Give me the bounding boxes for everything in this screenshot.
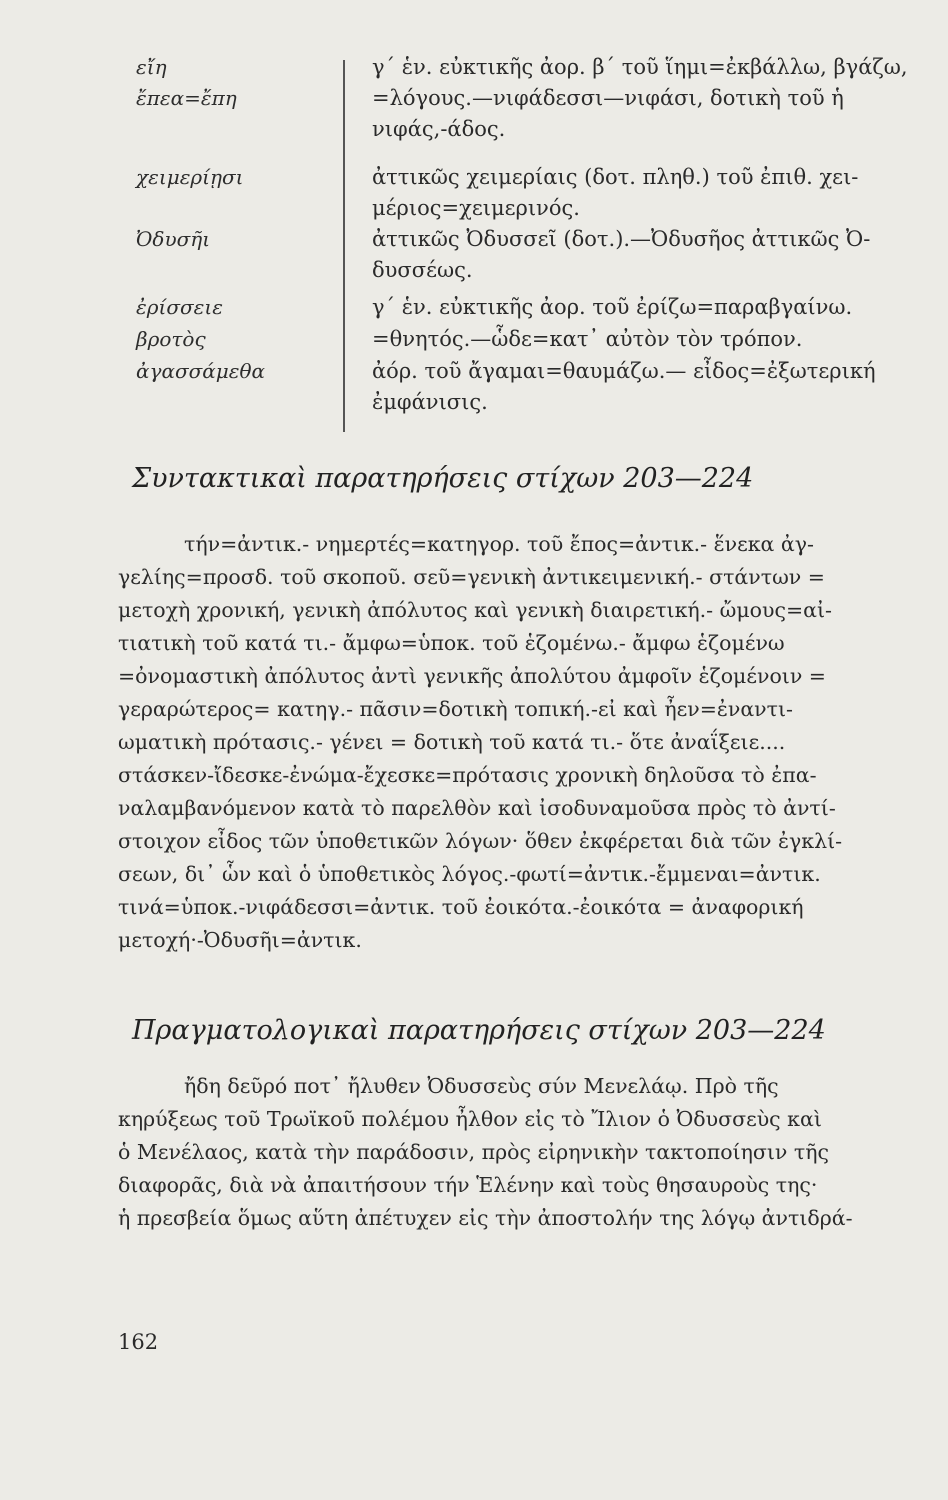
page-number: 162 bbox=[118, 1330, 159, 1354]
text-line: τινά=ὑποκ.-νιφάδεσσι=ἀντικ. τοῦ ἐοικότα.-ἐοικότα = ἀναφορική bbox=[118, 895, 804, 919]
glossary-definition bbox=[372, 324, 948, 355]
glossary-term: χειμερίῃσι bbox=[136, 165, 244, 189]
text-line: σεων, δι᾽ ὧν καὶ ὁ ὑποθετικὸς λόγος.-φωτί=ἀντικ.-ἔμμεναι=ἀντικ. bbox=[118, 862, 821, 886]
definition-line: μέριος=χειμερινός. bbox=[372, 196, 580, 220]
factual-notes bbox=[118, 1070, 944, 1235]
text-line: =ὀνομαστικὴ ἀπόλυτος ἀντὶ γενικῆς ἀπολύτου ἀμφοῖν ἑζομένοιν = bbox=[118, 664, 826, 688]
text-line: γελίης=προσδ. τοῦ σκοποῦ. σεῦ=γενικὴ ἀντικειμενική.- στάντων = bbox=[118, 565, 825, 589]
definition-line: γ΄ ἑν. εὐκτικῆς ἀορ. τοῦ ἐρίζω=παραβγαίνω. bbox=[372, 295, 853, 319]
definition-line: =λόγους.—νιφάδεσσι—νιφάσι, δοτικὴ τοῦ ἡ bbox=[372, 86, 844, 110]
definition-line: =θνητός.—ὧδε=κατ᾽ αὐτὸν τὸν τρόπον. bbox=[372, 327, 803, 351]
definition-line: γ΄ ἑν. εὐκτικῆς ἀορ. β΄ τοῦ ἵημι=ἐκβάλλω, βγάζω, bbox=[372, 55, 908, 79]
text-line: κηρύξεως τοῦ Τρωϊκοῦ πολέμου ἦλθον εἰς τὸ Ἴλιον ὁ Ὀδυσσεὺς καὶ bbox=[118, 1107, 822, 1131]
text-line: διαφορᾶς, διὰ νὰ ἀπαιτήσουν τήν Ἑλένην καὶ τοὺς θησαυροὺς της· bbox=[118, 1173, 818, 1197]
text-line: ἡ πρεσβεία ὅμως αὕτη ἀπέτυχεν εἰς τὴν ἀποστολήν της λόγῳ ἀντιδρά- bbox=[118, 1206, 853, 1230]
factual-section-title: Πραγματολογικαὶ παρατηρήσεις στίχων 203—224 bbox=[132, 1015, 826, 1046]
glossary-definition bbox=[372, 224, 948, 286]
glossary-definition bbox=[372, 162, 948, 224]
syntax-notes bbox=[118, 528, 944, 957]
glossary-block bbox=[0, 52, 948, 432]
definition-line: ἀόρ. τοῦ ἄγαμαι=θαυμάζω.— εἶδος=ἐξωτερική bbox=[372, 359, 876, 383]
text-line: στοιχον εἶδος τῶν ὑποθετικῶν λόγων· ὅθεν ἐκφέρεται διὰ τῶν ἐγκλί- bbox=[118, 829, 843, 853]
text-line: γεραρώτερος= κατηγ.- πᾶσιν=δοτικὴ τοπική.-εἰ καὶ ἦεν=ἐναντι- bbox=[118, 697, 793, 721]
glossary-definition bbox=[372, 292, 948, 323]
text-line: ἤδη δεῦρό ποτ᾽ ἤλυθεν Ὀδυσσεὺς σύν Μενελάῳ. Πρὸ τῆς bbox=[184, 1074, 779, 1098]
text-line: μετοχὴ χρονική, γενικὴ ἀπόλυτος καὶ γενικὴ διαιρετική.- ὤμους=αἰ- bbox=[118, 598, 832, 622]
text-line: ναλαμβανόμενον κατὰ τὸ παρελθὸν καὶ ἰσοδυναμοῦσα πρὸς τὸ ἀντί- bbox=[118, 796, 836, 820]
glossary-divider bbox=[343, 60, 345, 432]
syntax-section-title: Συντακτικαὶ παρατηρήσεις στίχων 203—224 bbox=[132, 463, 754, 494]
text-line: ὁ Μενέλαος, κατὰ τὴν παράδοσιν, πρὸς εἰρηνικὴν τακτοποίησιν τῆς bbox=[118, 1140, 829, 1164]
definition-line: ἐμφάνισις. bbox=[372, 390, 488, 414]
text-line: μετοχή·-Ὀδυσῆι=ἀντικ. bbox=[118, 928, 362, 952]
text-line: στάσκεν-ἴδεσκε-ἐνώμα-ἔχεσκε=πρότασις χρονικὴ δηλοῦσα τὸ ἐπα- bbox=[118, 763, 817, 787]
glossary-term: βροτὸς bbox=[136, 327, 206, 351]
definition-line: ἀττικῶς χειμερίαις (δοτ. πληθ.) τοῦ ἐπιθ. χει- bbox=[372, 165, 859, 189]
text-line: τιατικὴ τοῦ κατά τι.- ἄμφω=ὑποκ. τοῦ ἑζομένω.- ἄμφω ἑζομένω bbox=[118, 631, 785, 655]
glossary-term: ἐρίσσειε bbox=[136, 295, 223, 319]
glossary-term: Ὀδυσῆι bbox=[136, 227, 211, 251]
glossary-definition bbox=[372, 52, 948, 83]
text-line: ωματικὴ πρότασις.- γένει = δοτικὴ τοῦ κατά τι.- ὅτε ἀναΐξειε.... bbox=[118, 730, 786, 754]
text-line: τήν=ἀντικ.- νημερτές=κατηγορ. τοῦ ἔπος=ἀντικ.- ἕνεκα ἀγ- bbox=[184, 532, 814, 556]
definition-line: ἀττικῶς Ὀδυσσεῖ (δοτ.).—Ὀδυσῆος ἀττικῶς Ὀ- bbox=[372, 227, 871, 251]
glossary-definition bbox=[372, 356, 948, 418]
glossary-definition bbox=[372, 83, 948, 145]
definition-line: νιφάς,-άδος. bbox=[372, 117, 506, 141]
glossary-term: ἀγασσάμεθα bbox=[136, 359, 266, 383]
glossary-term: εἴη bbox=[136, 55, 167, 79]
glossary-term: ἔπεα=ἔπη bbox=[136, 86, 237, 110]
definition-line: δυσσέως. bbox=[372, 258, 473, 282]
